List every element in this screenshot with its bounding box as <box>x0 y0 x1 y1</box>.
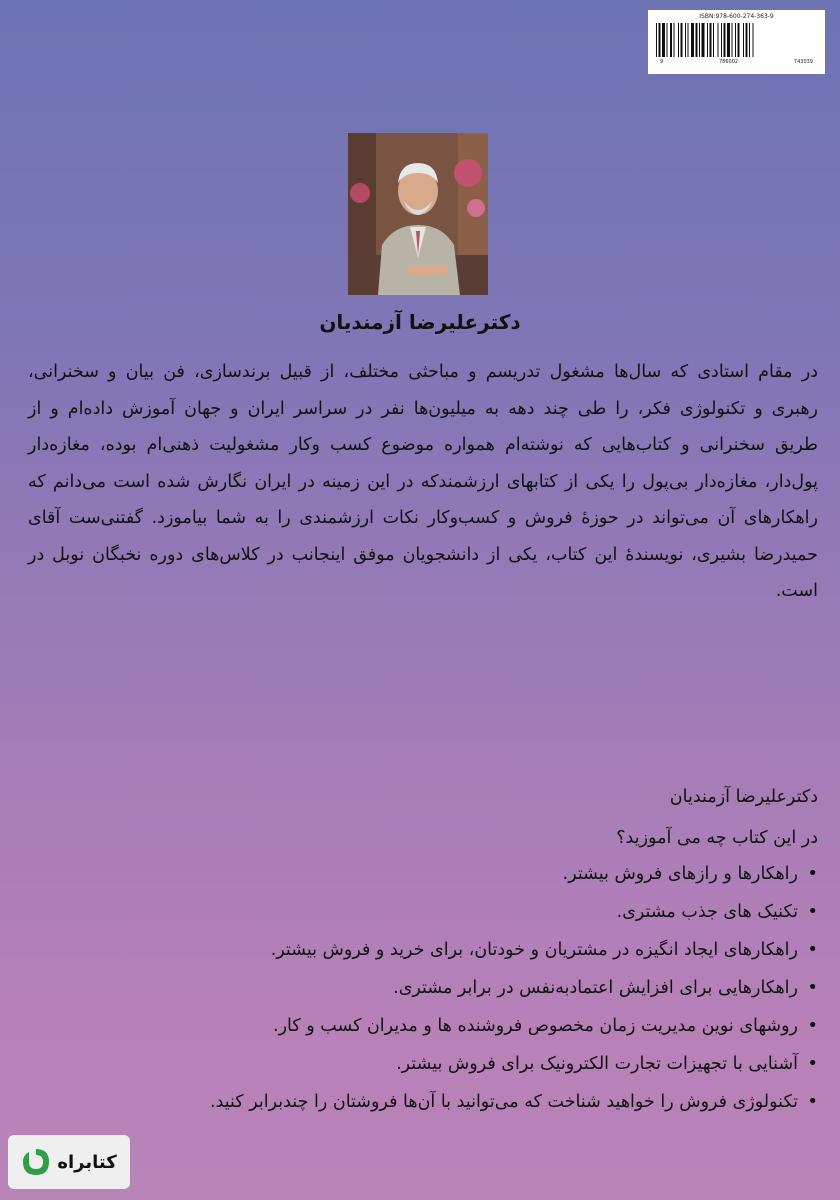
barcode-numbers <box>660 59 813 65</box>
leaf-icon <box>21 1147 51 1177</box>
barcode-stripe <box>678 23 679 57</box>
barcode-stripe <box>727 23 730 57</box>
isbn-text: ISBN:978-600-274-363-9 <box>699 13 774 20</box>
section-author: دکترعلیرضا آزمندیان <box>669 787 818 807</box>
ketabrah-logo <box>8 1135 130 1189</box>
author-portrait <box>348 133 488 295</box>
barcode-stripe <box>718 23 719 57</box>
barcode-stripe <box>685 23 686 57</box>
author-bio <box>28 354 818 610</box>
barcode-stripe <box>670 23 672 57</box>
barcode-stripe <box>699 23 700 57</box>
barcode-stripe <box>681 23 683 57</box>
barcode-stripe <box>710 23 712 57</box>
barcode-stripe <box>746 23 748 57</box>
barcode-stripe <box>707 23 708 57</box>
learning-list <box>25 855 820 1121</box>
list-item: • راهکارهای ایجاد انگیزه در مشتریان و خودتان، برای خرید و فروش بیشتر. <box>25 931 820 969</box>
barcode-number: 743039 <box>793 59 813 65</box>
bio-text: در مقام استادی که سال‌ها مشغول تدریسم و مباحثی مختلف، از قبیل برندسازی، فن بیان و سخنرانی، رهبری و تکنولوژی فکر، را طی چند دهه به میلیون‌ها نفر در سراسر ایران و جهان آموزش داده‌ام و از طریق سخنرانی و کتاب‌هایی که نوشته‌ام همواره موضوع کسب وکار مشغولیت ذهنی‌ام بوده، مغازه‌دار پول‌دار، مغازه‌دار بی‌پول را یکی از کتابهای ارزشمندکه در این زمینه در ایران نگارش شده است می‌دانم که راهکارهای آن می‌تواند در حوزهٔ فروش و کسب‌وکار نکات ارزشمندی را به شما بیاموزد. گفتنی‌ست آقای حمیدرضا بشیری، نویسندهٔ این کتاب، یکی از دانشجویان موفق اینجانب در کلاس‌های دوره نخبگان نوبل در است. <box>28 362 818 601</box>
section-question: در این کتاب چه می آموزید؟ <box>616 828 818 848</box>
barcode-stripe <box>659 23 661 57</box>
barcode-stripe <box>735 23 736 57</box>
barcode-number: 786002 <box>719 59 739 65</box>
barcode-stripe <box>688 23 689 57</box>
logo-text: کتابراه <box>57 1151 117 1173</box>
barcode-stripe <box>662 23 665 57</box>
barcode-stripe <box>738 23 740 57</box>
barcode-stripe <box>696 23 698 57</box>
barcode-stripe <box>656 23 657 57</box>
list-item: • روشهای نوین مدیریت زمان مخصوص فروشنده ها و مدیران کسب و کار. <box>25 1007 820 1045</box>
barcode-stripe <box>743 23 744 57</box>
barcode-stripe <box>749 23 750 57</box>
barcode-stripe <box>674 23 675 57</box>
barcode-stripe <box>724 23 726 57</box>
list-item: • آشنایی با تجهیزات تجارت الکترونیک برای فروش بیشتر. <box>25 1045 820 1083</box>
isbn-barcode <box>648 10 825 74</box>
list-item: • راهکارها و رازهای فروش بیشتر. <box>25 855 820 893</box>
barcode-stripe <box>713 23 714 57</box>
barcode-stripe <box>667 23 668 57</box>
list-item: • تکنولوژی فروش را خواهید شناخت که می‌توانید با آن‌ها فروشتان را چندبرابر کنید. <box>25 1083 820 1121</box>
list-item: • تکنیک های جذب مشتری. <box>25 893 820 931</box>
barcode-stripe <box>691 23 694 57</box>
barcode-number: 9 <box>660 59 664 65</box>
list-item: • راهکارهایی برای افزایش اعتمادبه‌نفس در برابر مشتری. <box>25 969 820 1007</box>
barcode-stripe <box>721 23 722 57</box>
barcode-stripe <box>753 23 754 57</box>
author-name: دکترعلیرضا آزمندیان <box>319 310 521 334</box>
barcode-stripe <box>702 23 705 57</box>
barcode-bars <box>654 23 819 67</box>
barcode-stripe <box>732 23 733 57</box>
